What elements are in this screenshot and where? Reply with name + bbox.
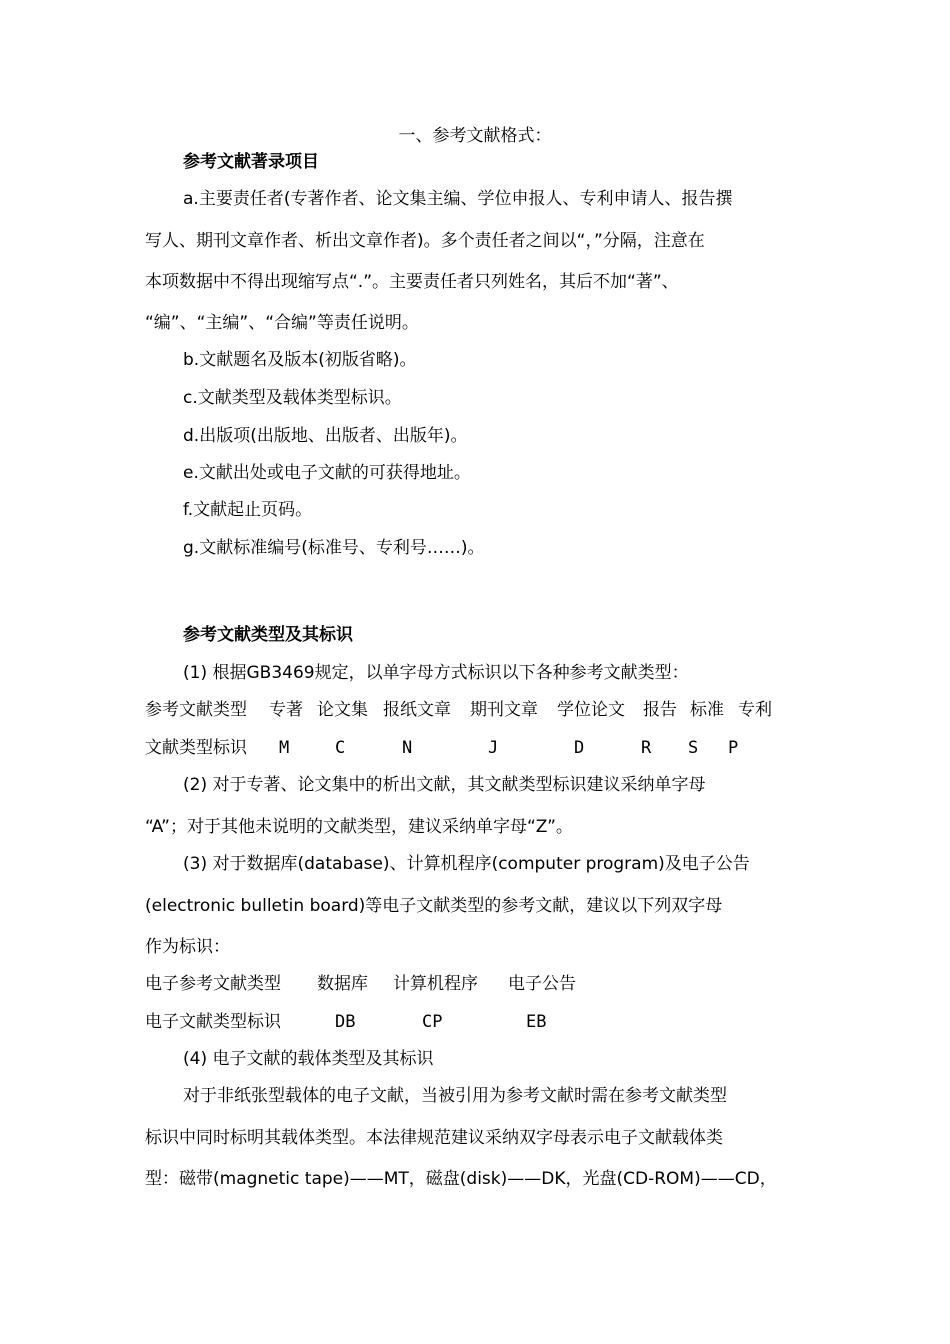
type-table-code: J xyxy=(488,738,499,758)
paragraph-5-line-2: 标识中同时标明其载体类型。本法律规范建议采纳双字母表示电子文献载体类 xyxy=(145,1128,723,1148)
paragraph-3-line-2: (electronic bulletin board)等电子文献类型的参考文献，建议以下列双字母 xyxy=(145,896,723,916)
electronic-type-cell: 电子公告 xyxy=(508,974,576,994)
type-table-cell: 标准 xyxy=(690,700,724,720)
page-heading: 一、参考文献格式： xyxy=(398,126,552,146)
paragraph-a-line-1: a.主要责任者(专著作者、论文集主编、学位申报人、专利申请人、报告撰 xyxy=(183,189,733,209)
type-table-code-row xyxy=(145,736,845,760)
paragraph-3-line-3: 作为标识： xyxy=(145,937,230,957)
type-table-code: N xyxy=(402,738,413,758)
type-table-code: R xyxy=(641,738,652,758)
paragraph-3-line-1: (3) 对于数据库(database)、计算机程序(computer program)及电子公告 xyxy=(183,854,750,874)
type-table-cell: 报纸文章 xyxy=(383,700,451,720)
electronic-type-header-label: 电子参考文献类型 xyxy=(145,974,281,994)
electronic-type-code: CP xyxy=(422,1012,443,1032)
type-table-code: D xyxy=(574,738,585,758)
type-table-code-label: 文献类型标识 xyxy=(145,738,247,758)
list-item-b: b.文献题名及版本(初版省略)。 xyxy=(183,350,417,370)
type-table-cell: 论文集 xyxy=(317,700,368,720)
paragraph-a-line-2: 写人、期刊文章作者、析出文章作者)。多个责任者之间以“，”分隔，注意在 xyxy=(145,231,705,251)
paragraph-2-line-2: “A”；对于其他未说明的文献类型，建议采纳单字母“Z”。 xyxy=(145,817,573,837)
electronic-type-code: DB xyxy=(335,1012,356,1032)
type-table-code: M xyxy=(279,738,290,758)
paragraph-4: (4) 电子文献的载体类型及其标识 xyxy=(183,1049,434,1069)
type-table-header-row xyxy=(145,698,845,722)
electronic-type-cell: 数据库 xyxy=(317,974,368,994)
electronic-type-code-label: 电子文献类型标识 xyxy=(145,1012,281,1032)
list-item-f: f.文献起止页码。 xyxy=(183,500,313,520)
type-table-cell: 报告 xyxy=(643,700,677,720)
type-table-cell: 专著 xyxy=(269,700,303,720)
type-table-code: S xyxy=(688,738,699,758)
type-table-header-label: 参考文献类型 xyxy=(145,700,247,720)
electronic-type-cell: 计算机程序 xyxy=(393,974,478,994)
paragraph-5-line-3: 型：磁带(magnetic tape)——MT，磁盘(disk)——DK，光盘(CD-ROM)——CD， xyxy=(145,1169,777,1189)
type-table-code: P xyxy=(728,738,739,758)
type-table-code: C xyxy=(335,738,346,758)
paragraph-2-line-1: (2) 对于专著、论文集中的析出文献，其文献类型标识建议采纳单字母 xyxy=(183,775,706,795)
paragraph-1: (1) 根据GB3469规定，以单字母方式标识以下各种参考文献类型： xyxy=(183,663,689,683)
list-item-e: e.文献出处或电子文献的可获得地址。 xyxy=(183,463,471,483)
type-table-cell: 专利 xyxy=(738,700,772,720)
type-table-cell: 学位论文 xyxy=(557,700,625,720)
paragraph-5-line-1: 对于非纸张型载体的电子文献，当被引用为参考文献时需在参考文献类型 xyxy=(183,1086,727,1106)
type-table-cell: 期刊文章 xyxy=(470,700,538,720)
paragraph-a-line-3: 本项数据中不得出现缩写点“.”。主要责任者只列姓名，其后不加“著”、 xyxy=(145,272,679,292)
section-title-types: 参考文献类型及其标识 xyxy=(183,625,353,645)
electronic-type-code: EB xyxy=(526,1012,547,1032)
list-item-g: g.文献标准编号(标准号、专利号……)。 xyxy=(183,538,485,558)
list-item-c: c.文献类型及载体类型标识。 xyxy=(183,388,402,408)
list-item-d: d.出版项(出版地、出版者、出版年)。 xyxy=(183,426,468,446)
section-title-bibliographic-items: 参考文献著录项目 xyxy=(183,152,319,172)
electronic-type-code-row xyxy=(145,1010,745,1034)
paragraph-a-line-4: “编”、“主编”、“合编”等责任说明。 xyxy=(145,313,419,333)
electronic-type-header-row xyxy=(145,972,745,996)
